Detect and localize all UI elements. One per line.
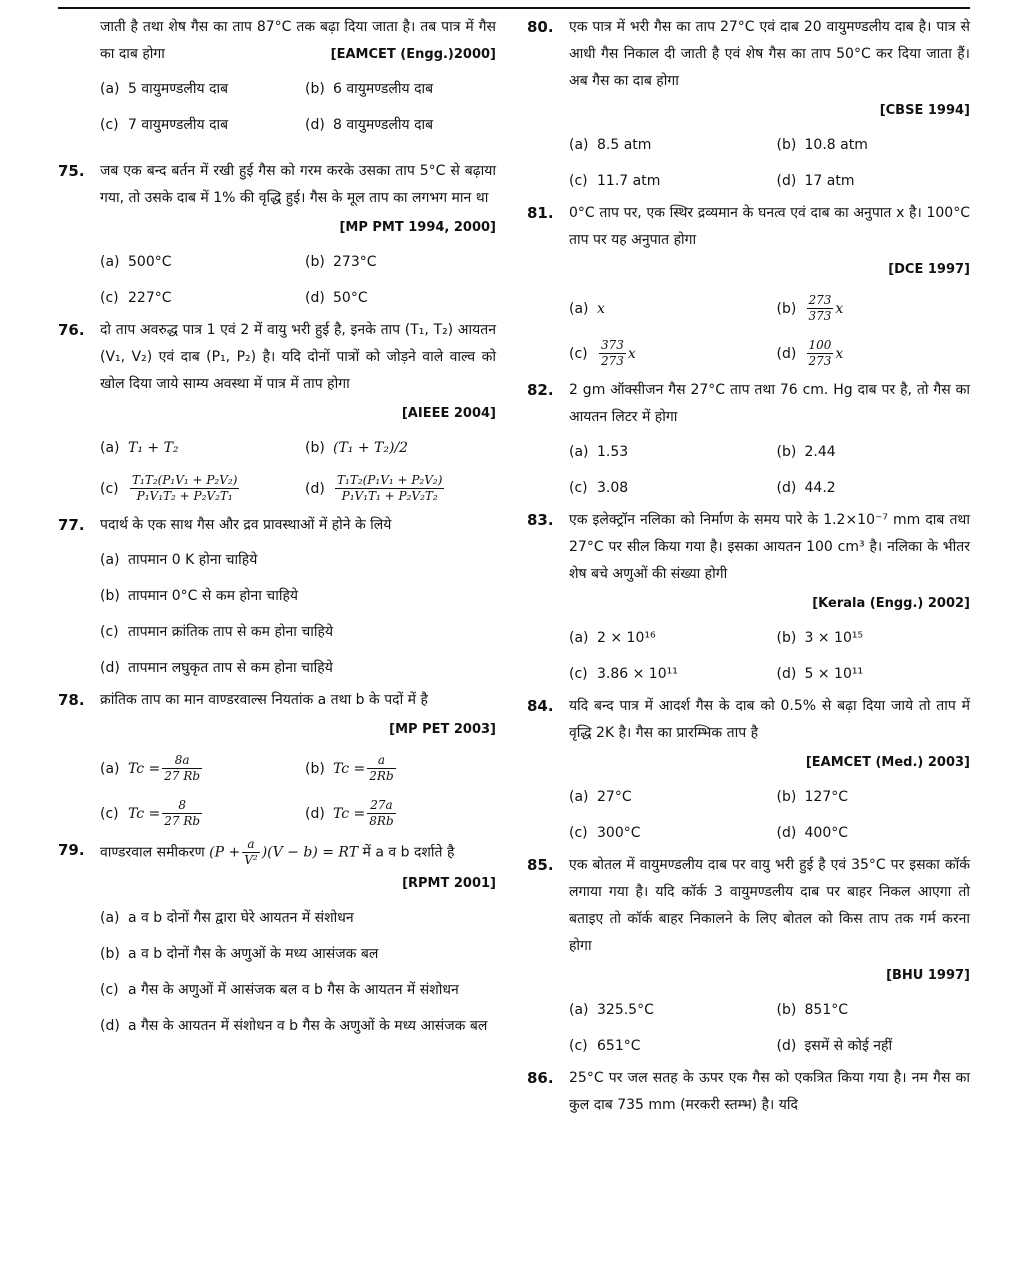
options-list xyxy=(527,435,970,507)
option-text: 5 × 10¹¹ xyxy=(804,666,864,682)
option-c[interactable] xyxy=(569,1029,763,1065)
option-d[interactable] xyxy=(777,816,971,852)
options-list xyxy=(58,747,496,837)
fraction-numerator: 273 xyxy=(808,293,832,307)
option-b[interactable] xyxy=(100,937,496,973)
option-label: (a) xyxy=(100,440,120,456)
option-label: (b) xyxy=(776,137,797,153)
formula-lhs: Tc = xyxy=(333,760,366,777)
option-text: 3.08 xyxy=(597,480,629,496)
question-source: [AIEEE 2004] xyxy=(401,406,496,421)
formula-lhs: Tc = xyxy=(333,805,366,822)
option-label: (b) xyxy=(100,946,120,962)
option-label: (b) xyxy=(776,1002,797,1018)
question-text: जब एक बन्द बर्तन में रखी हुई गैस को गरम करके उसका ताप 5°C से बढ़ाया गया, तो उसके दाब में 1% की वृद्धि हुई। गैस के मूल ताप का लगभग मान था xyxy=(100,163,496,206)
option-text: 7 वायुमण्डलीय दाब xyxy=(128,117,229,133)
option-d[interactable] xyxy=(777,164,971,200)
fraction-denominator: 273 xyxy=(808,354,832,368)
option-text: 5 वायुमण्डलीय दाब xyxy=(128,81,229,97)
question-number: 86. xyxy=(527,1069,554,1087)
option-b[interactable] xyxy=(305,72,496,108)
formula-lhs: Tc = xyxy=(128,760,161,777)
fraction xyxy=(807,338,834,369)
option-c[interactable] xyxy=(100,792,291,837)
question-source: [EAMCET (Engg.)2000] xyxy=(330,47,496,62)
option-a[interactable] xyxy=(569,287,763,332)
fraction-numerator: 100 xyxy=(808,338,832,352)
question-84 xyxy=(527,693,970,776)
options-list xyxy=(527,128,970,200)
option-variable: x xyxy=(627,345,636,362)
option-label: (d) xyxy=(100,660,120,676)
fraction-denominator: 27 Rb xyxy=(164,769,201,783)
option-text: 44.2 xyxy=(804,480,836,496)
option-text: 50°C xyxy=(333,290,368,306)
option-text: 8.5 atm xyxy=(597,137,652,153)
option-d[interactable] xyxy=(777,657,971,693)
option-label: (d) xyxy=(305,805,325,822)
fraction-denominator: 273 xyxy=(601,354,624,368)
options-list xyxy=(58,543,496,687)
fraction xyxy=(599,338,626,369)
option-d[interactable] xyxy=(777,1029,971,1065)
option-d[interactable] xyxy=(305,108,496,144)
fraction xyxy=(242,837,259,868)
question-source: [MP PMT 1994, 2000] xyxy=(339,220,496,235)
option-label: (c) xyxy=(569,666,588,682)
fraction-numerator: 8 xyxy=(162,798,202,814)
option-b[interactable] xyxy=(777,287,971,332)
question-text: क्रांतिक ताप का मान वाण्डरवाल्स नियतांक a तथा b के पदों में है xyxy=(100,692,428,708)
option-b[interactable] xyxy=(777,780,971,816)
option-a[interactable] xyxy=(100,72,291,108)
question-83 xyxy=(527,507,970,617)
question-source: [MP PET 2003] xyxy=(389,722,496,737)
option-a[interactable] xyxy=(569,128,763,164)
option-label: (b) xyxy=(776,630,797,646)
option-label: (a) xyxy=(569,1002,589,1018)
question-source: [Kerala (Engg.) 2002] xyxy=(812,596,970,611)
option-text: तापमान 0°C से कम होना चाहिये xyxy=(128,588,298,604)
option-c[interactable] xyxy=(569,332,763,377)
option-c[interactable] xyxy=(100,108,291,144)
question-85 xyxy=(527,852,970,989)
option-text: 2.44 xyxy=(804,444,836,460)
options-list xyxy=(58,72,496,144)
question-text: पदार्थ के एक साथ गैस और द्रव प्रावस्थाओं में होने के लिये xyxy=(100,517,392,533)
option-text: 500°C xyxy=(128,254,172,270)
question-number: 80. xyxy=(527,18,554,36)
question-source: [EAMCET (Med.) 2003] xyxy=(805,755,970,770)
options-list xyxy=(527,287,970,377)
option-label: (c) xyxy=(569,173,588,189)
option-d[interactable] xyxy=(305,281,496,317)
option-text: 11.7 atm xyxy=(597,173,661,189)
question-77 xyxy=(58,512,496,539)
option-label: (a) xyxy=(569,444,589,460)
question-75 xyxy=(58,158,496,241)
option-b[interactable] xyxy=(777,621,971,657)
option-label: (b) xyxy=(100,588,120,604)
option-b[interactable] xyxy=(777,993,971,1029)
fraction-numerator: a xyxy=(242,837,259,853)
option-label: (d) xyxy=(776,666,797,682)
option-d[interactable] xyxy=(305,467,496,512)
option-label: (a) xyxy=(569,137,589,153)
question-82 xyxy=(527,377,970,431)
option-label: (a) xyxy=(100,81,120,97)
option-text: 325.5°C xyxy=(597,1002,654,1018)
options-list xyxy=(527,621,970,693)
option-b[interactable] xyxy=(777,435,971,471)
option-value: (T₁ + T₂)/2 xyxy=(333,440,409,456)
option-label: (c) xyxy=(100,117,119,133)
option-c[interactable] xyxy=(569,657,763,693)
fraction xyxy=(367,753,395,784)
option-a[interactable] xyxy=(100,901,496,937)
option-text: 400°C xyxy=(804,825,848,841)
fraction-numerator: 27a xyxy=(367,798,395,814)
option-label: (b) xyxy=(305,254,325,270)
question-81 xyxy=(527,200,970,283)
option-label: (a) xyxy=(569,789,589,805)
question-text: यदि बन्द पात्र में आदर्श गैस के दाब को 0.5% से बढ़ा दिया जाये तो ताप में वृद्धि 2K है। गैस का प्रारम्भिक ताप है xyxy=(569,698,970,741)
option-c[interactable] xyxy=(100,615,496,651)
fraction-denominator: P₁V₁T₁ + P₂V₂T₂ xyxy=(341,489,438,503)
fraction-numerator: T₁T₂(P₁V₁ + P₂V₂) xyxy=(337,473,443,487)
option-text: 8 वायुमण्डलीय दाब xyxy=(333,117,434,133)
question-number: 81. xyxy=(527,204,554,222)
fraction-denominator: P₁V₁T₂ + P₂V₂T₁ xyxy=(136,489,233,503)
fraction-denominator: 8Rb xyxy=(369,814,394,828)
option-label: (a) xyxy=(100,760,120,777)
question-source: [RPMT 2001] xyxy=(402,876,496,891)
option-a[interactable] xyxy=(569,993,763,1029)
question-number: 78. xyxy=(58,691,85,709)
option-label: (c) xyxy=(569,825,588,841)
question-source: [DCE 1997] xyxy=(888,262,970,277)
question-number: 75. xyxy=(58,162,85,180)
question-number: 79. xyxy=(58,841,85,859)
top-rule xyxy=(58,7,970,9)
question-source: [BHU 1997] xyxy=(886,968,970,983)
option-d[interactable] xyxy=(100,651,496,687)
option-text: a व b दोनों गैस के अणुओं के मध्य आसंजक बल xyxy=(128,946,379,962)
question-text-end: में a व b दर्शाते है xyxy=(362,844,455,861)
option-variable: x xyxy=(835,300,844,317)
options-list xyxy=(58,245,496,317)
option-label: (c) xyxy=(100,624,119,640)
options-list xyxy=(58,901,496,1045)
option-text: 227°C xyxy=(128,290,172,306)
option-d[interactable] xyxy=(100,1009,496,1045)
option-c[interactable] xyxy=(569,816,763,852)
question-text: वाण्डरवाल समीकरण xyxy=(100,844,205,861)
question-number: 83. xyxy=(527,511,554,529)
question-number: 82. xyxy=(527,381,554,399)
question-number: 76. xyxy=(58,321,85,339)
fraction-numerator: 8a xyxy=(162,753,202,769)
option-label: (d) xyxy=(776,173,797,189)
fraction-numerator: a xyxy=(367,753,395,769)
option-b[interactable] xyxy=(100,579,496,615)
option-text: 17 atm xyxy=(804,173,855,189)
option-text: 10.8 atm xyxy=(804,137,868,153)
option-a[interactable] xyxy=(100,543,496,579)
option-label: (a) xyxy=(100,552,120,568)
option-text: तापमान क्रांतिक ताप से कम होना चाहिये xyxy=(128,624,334,640)
option-text: 27°C xyxy=(597,789,632,805)
option-d[interactable] xyxy=(305,792,496,837)
option-a[interactable] xyxy=(100,245,291,281)
fraction-numerator: 373 xyxy=(601,338,624,352)
option-a[interactable] xyxy=(569,780,763,816)
option-text: 300°C xyxy=(597,825,641,841)
option-label: (b) xyxy=(305,760,325,777)
question-78 xyxy=(58,687,496,743)
option-b[interactable] xyxy=(305,431,496,467)
question-text: दो ताप अवरुद्ध पात्र 1 एवं 2 में वायु भरी हुई है, इनके ताप (T₁, T₂) आयतन (V₁, V₂) एवं दाब (P₁, P₂) है। यदि दोनों पात्रों को जोड़ने वाले वाल्व को खोल दिया जाये साम्य अवस्था में पात्र में ताप होगा xyxy=(100,322,496,392)
question-text: एक इलेक्ट्रॉन नलिका को निर्माण के समय पारे के 1.2×10⁻⁷ mm दाब तथा 27°C पर सील किया गया है। इसका आयतन 100 cm³ है। नलिका के भीतर शेष बचे अणुओं की संख्या होगी xyxy=(569,512,970,582)
option-c[interactable] xyxy=(100,467,291,512)
option-label: (a) xyxy=(100,254,120,270)
option-variable: x xyxy=(835,345,844,362)
option-a[interactable] xyxy=(100,431,291,467)
option-text: 273°C xyxy=(333,254,377,270)
option-value: T₁ + T₂ xyxy=(128,440,179,456)
option-label: (b) xyxy=(305,440,325,456)
option-text: 127°C xyxy=(804,789,848,805)
option-label: (c) xyxy=(569,480,588,496)
option-label: (c) xyxy=(100,805,119,822)
option-b[interactable] xyxy=(305,245,496,281)
option-text: इसमें से कोई नहीं xyxy=(804,1038,893,1054)
fraction-numerator: T₁T₂(P₁V₁ + P₂V₂) xyxy=(132,473,238,487)
option-label: (d) xyxy=(305,290,325,306)
option-d[interactable] xyxy=(777,471,971,507)
option-label: (c) xyxy=(100,982,119,998)
options-list xyxy=(527,993,970,1065)
option-label: (c) xyxy=(569,1038,588,1054)
option-label: (a) xyxy=(100,910,120,926)
question-76 xyxy=(58,317,496,427)
option-text: 851°C xyxy=(804,1002,848,1018)
option-label: (c) xyxy=(100,290,119,306)
question-text: एक पात्र में भरी गैस का ताप 27°C एवं दाब 20 वायुमण्डलीय दाब है। पात्र से आधी गैस निकाल दी जाती है एवं शेष गैस का ताप 50°C कर दिया जाता हैं। अब गैस का दाब होगा xyxy=(569,19,970,89)
option-label: (a) xyxy=(569,630,589,646)
options-list xyxy=(58,431,496,512)
question-80 xyxy=(527,14,970,124)
fraction xyxy=(162,753,202,784)
question-79 xyxy=(58,837,496,897)
option-c[interactable] xyxy=(569,164,763,200)
option-text: a गैस के अणुओं में आसंजक बल व b गैस के आयतन में संशोधन xyxy=(128,982,459,998)
question-text: एक बोतल में वायुमण्डलीय दाब पर वायु भरी हुई है एवं 35°C पर इसका कॉर्क लगाया गया है। यदि कॉर्क 3 वायुमण्डलीय दाब पर बाहर निकल आएगा तो बताइए तो कॉर्क बाहर निकालने के लिए बोतल को किस ताप तक गर्म करना होगा xyxy=(569,857,970,954)
question-number: 84. xyxy=(527,697,554,715)
option-value: x xyxy=(597,300,605,317)
option-text: a व b दोनों गैस द्वारा घेरे आयतन में संशोधन xyxy=(128,910,354,926)
option-label: (d) xyxy=(776,345,797,362)
option-label: (d) xyxy=(776,480,797,496)
question-text: जाती है तथा शेष गैस का ताप 87°C तक बढ़ा दिया जाता है। तब पात्र में गैस का दाब होगा xyxy=(100,19,496,62)
option-text: तापमान 0 K होना चाहिये xyxy=(128,552,258,568)
option-c[interactable] xyxy=(100,281,291,317)
fraction xyxy=(367,798,395,829)
question-text: 0°C ताप पर, एक स्थिर द्रव्यमान के घनत्व एवं दाब का अनुपात x है। 100°C ताप पर यह अनुपात होगा xyxy=(569,205,970,248)
option-label: (a) xyxy=(569,300,589,317)
option-label: (c) xyxy=(569,345,588,362)
question-text: 2 gm ऑक्सीजन गैस 27°C ताप तथा 76 cm. Hg दाब पर है, तो गैस का आयतन लिटर में होगा xyxy=(569,382,970,425)
option-label: (d) xyxy=(100,1018,120,1034)
option-label: (b) xyxy=(305,81,325,97)
question-text: 25°C पर जल सतह के ऊपर एक गैस को एकत्रित किया गया है। नम गैस का कुल दाब 735 mm (मरकरी स्तम्भ) है। यदि xyxy=(569,1070,970,1113)
option-text: 2 × 10¹⁶ xyxy=(597,630,656,646)
option-label: (b) xyxy=(776,789,797,805)
options-list xyxy=(527,780,970,852)
left-column xyxy=(58,14,496,1045)
fraction-denominator: 373 xyxy=(808,309,832,323)
option-label: (c) xyxy=(100,480,119,497)
option-text: 1.53 xyxy=(597,444,629,460)
question-number: 85. xyxy=(527,856,554,874)
option-a[interactable] xyxy=(100,747,291,792)
fraction xyxy=(807,293,834,324)
fraction-denominator: 2Rb xyxy=(369,769,394,783)
option-label: (d) xyxy=(776,825,797,841)
option-text: 6 वायुमण्डलीय दाब xyxy=(333,81,434,97)
question-source: [CBSE 1994] xyxy=(879,103,970,118)
equation-left: (P + xyxy=(209,844,241,861)
option-text: 651°C xyxy=(597,1038,641,1054)
option-label: (d) xyxy=(305,480,325,497)
option-b[interactable] xyxy=(305,747,496,792)
option-a[interactable] xyxy=(569,435,763,471)
fraction-denominator: 27 Rb xyxy=(164,814,201,828)
option-text: a गैस के आयतन में संशोधन व b गैस के अणुओं के मध्य आसंजक बल xyxy=(128,1018,488,1034)
option-text: 3 × 10¹⁵ xyxy=(804,630,864,646)
question-74-continued xyxy=(58,14,496,68)
fraction xyxy=(162,798,202,829)
option-c[interactable] xyxy=(100,973,496,1009)
equation-right: )(V − b) = RT xyxy=(261,844,359,861)
option-d[interactable] xyxy=(777,332,971,377)
option-text: तापमान लघुकृत ताप से कम होना चाहिये xyxy=(128,660,333,676)
option-label: (b) xyxy=(776,444,797,460)
option-label: (d) xyxy=(776,1038,797,1054)
fraction-denominator: V² xyxy=(244,853,258,867)
option-c[interactable] xyxy=(569,471,763,507)
option-a[interactable] xyxy=(569,621,763,657)
right-column xyxy=(527,14,970,1119)
option-label: (b) xyxy=(776,300,797,317)
option-text: 3.86 × 10¹¹ xyxy=(597,666,678,682)
formula-lhs: Tc = xyxy=(128,805,161,822)
fraction xyxy=(130,473,239,504)
question-86 xyxy=(527,1065,970,1119)
option-label: (d) xyxy=(305,117,325,133)
fraction xyxy=(335,473,444,504)
option-b[interactable] xyxy=(777,128,971,164)
question-number: 77. xyxy=(58,516,85,534)
